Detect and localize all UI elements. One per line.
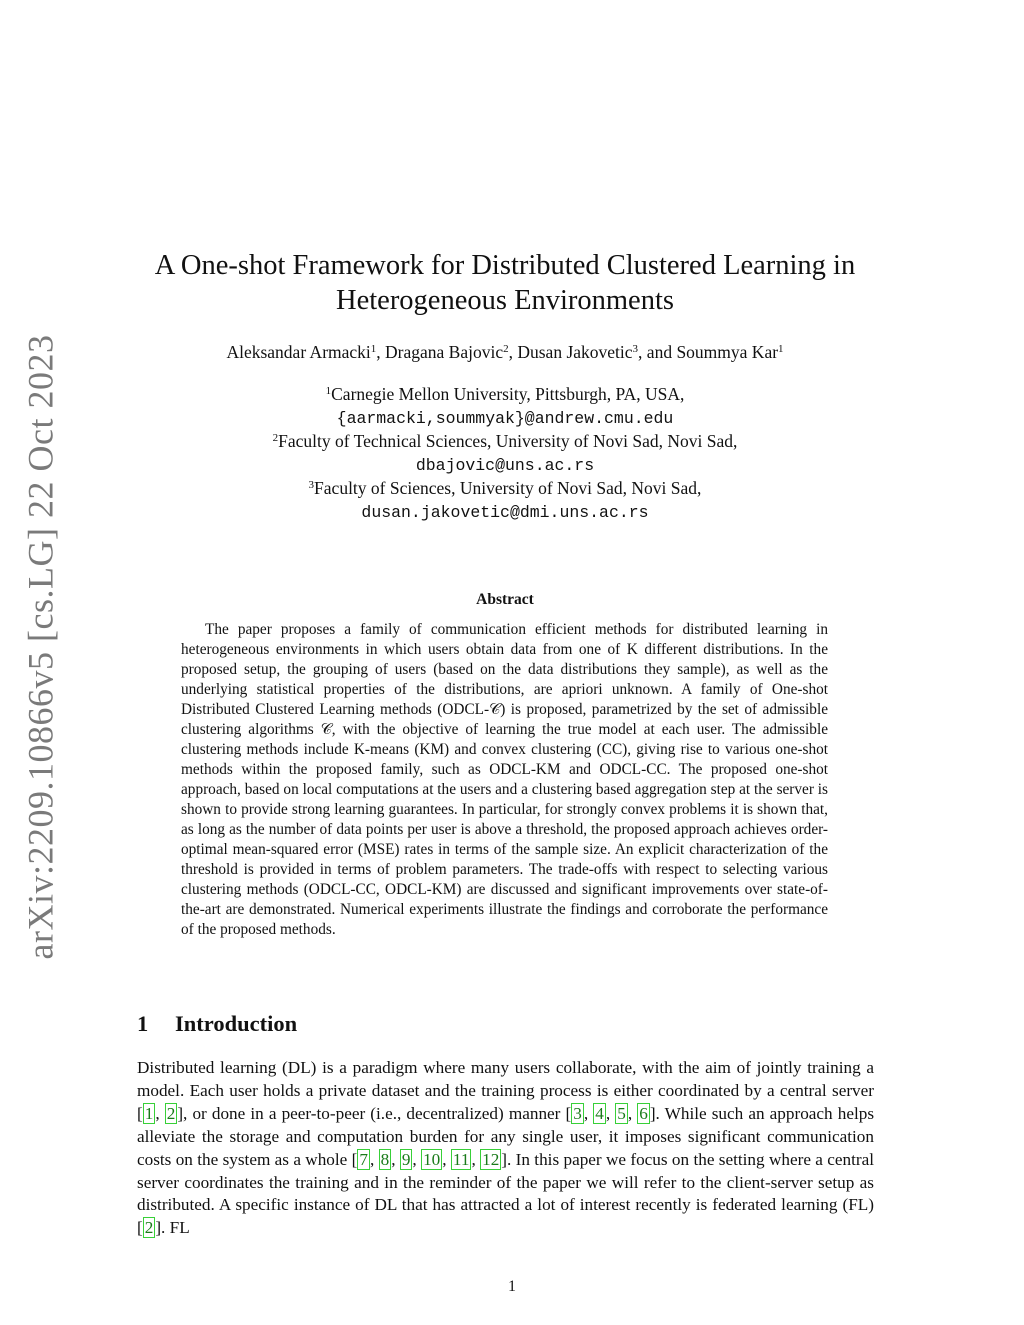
arxiv-stamp-text: arXiv:2209.10866v5 [cs.LG] 22 Oct 2023: [20, 334, 60, 960]
affiliation-email: dusan.jakovetic@dmi.uns.ac.rs: [361, 502, 649, 522]
intro-text: ,: [391, 1149, 400, 1169]
affiliation-name: Faculty of Sciences, University of Novi Sad, Novi Sad,: [314, 478, 702, 498]
author-name: Aleksandar Armacki: [226, 342, 371, 362]
citation-link[interactable]: 5: [617, 1103, 626, 1123]
citation-link[interactable]: 11: [452, 1149, 470, 1169]
intro-text: ]. While such an approach helps alleviate the storage and computation burden for any single user, it imposes significant communication costs on the system as a whole [: [137, 1103, 875, 1169]
author-affiliation-mark: 1: [778, 343, 784, 355]
citation-link[interactable]: 6: [639, 1103, 648, 1123]
intro-text: ,: [471, 1149, 481, 1169]
section-heading: [137, 1011, 297, 1037]
citation-link[interactable]: 1: [144, 1103, 154, 1123]
citation-link[interactable]: 2: [166, 1103, 176, 1123]
intro-text: ,: [369, 1149, 379, 1169]
citation-link[interactable]: 4: [595, 1103, 604, 1123]
intro-text: ], or done in a peer-to-peer (i.e., decentralized) manner [: [177, 1103, 572, 1123]
author-separator: , and: [638, 342, 677, 362]
intro-text: ,: [442, 1149, 451, 1169]
intro-text: ,: [155, 1103, 165, 1123]
author-name: Dusan Jakovetic: [517, 342, 633, 362]
intro-text: ,: [412, 1149, 422, 1169]
author-separator: ,: [508, 342, 518, 362]
citation-link[interactable]: 8: [380, 1149, 390, 1169]
author-name: Dragana Bajovic: [385, 342, 504, 362]
affiliation-line: [120, 383, 890, 407]
citation-link[interactable]: 10: [423, 1149, 441, 1169]
citation-link[interactable]: 2: [144, 1218, 154, 1238]
citation-link[interactable]: 3: [573, 1103, 582, 1123]
author-name: Soummya Kar: [676, 342, 779, 362]
abstract-text: The paper proposes a family of communication efficient methods for distributed learning in heterogeneous environments in which users obtain data from one of K different distributions. In the proposed setup, the grouping of users (based on the data distributions they sample), as well as the underlying statistical properties of the distributions, are apriori unknown. A family of One-shot Distributed Clustered Learning methods (ODCL-𝒞) is proposed, parametrized by the set of admissible clustering algorithms 𝒞, with the objective of learning the true model at each user. The admissible clustering methods include K-means (KM) and convex clustering (CC), giving rise to various one-shot methods within the proposed family, such as ODCL-KM and ODCL-CC. The proposed one-shot approach, based on local computations at the users and a clustering based aggregation step at the server is shown to provide strong learning guarantees. In particular, for strongly convex problems it is shown that, as long as the number of data points per user is above a threshold, the proposed approach achieves order-optimal mean-squared error (MSE) rates in terms of the sample size. An explicit characterization of the threshold is provided in terms of problem parameters. The trade-offs with respect to selecting various clustering methods (ODCL-CC, ODCL-KM) are discussed and significant improvements over state-of-the-art are demonstrated. Numerical experiments illustrate the findings and corroborate the performance of the proposed methods.: [181, 621, 828, 938]
intro-text: ]. In this paper we focus on the setting where a central server coordinates the training and in the reminder of the paper we will refer to the client-server setup as distributed. A specific instance of DL that has attracted a lot of interest recently is federated learning (FL) [: [137, 1149, 875, 1238]
author-affiliation-mark: 1: [370, 343, 377, 355]
section-number: 1: [137, 1011, 149, 1036]
intro-text: ]. FL: [155, 1218, 190, 1238]
affiliation-email: {aarmacki,soummyak}@andrew.cmu.edu: [336, 408, 674, 428]
affiliation-mark: 3: [308, 479, 315, 491]
intro-text: ,: [583, 1103, 594, 1123]
author-affiliation-mark: 3: [632, 343, 639, 355]
affiliation-mark: 1: [325, 385, 332, 397]
affiliation-email: dbajovic@uns.ac.rs: [415, 455, 595, 475]
intro-text: Distributed learning (DL) is a paradigm where many users collaborate, with the aim of jointly training a model. Each user holds a private dataset and the training process is either coordinated by a central server [: [137, 1058, 874, 1123]
section-title: Introduction: [175, 1011, 298, 1036]
affiliation-mark: 2: [272, 432, 279, 444]
intro-paragraph: [137, 1057, 874, 1240]
author-separator: ,: [376, 342, 386, 362]
author-affiliation-mark: 2: [503, 343, 509, 355]
author-list: [120, 342, 890, 363]
paper-title: A One-shot Framework for Distributed Clustered Learning in Heterogeneous Environments: [154, 250, 856, 316]
affiliation-line: [120, 430, 890, 454]
arxiv-stamp: [12, 334, 68, 960]
affiliation-name: Faculty of Technical Sciences, University of Novi Sad, Novi Sad,: [278, 431, 738, 451]
intro-text: ,: [627, 1103, 638, 1123]
citation-link[interactable]: 7: [359, 1149, 368, 1169]
page-number: 1: [508, 1278, 516, 1295]
affiliation-list: [120, 383, 890, 524]
affiliation-name: Carnegie Mellon University, Pittsburgh, PA, USA,: [331, 384, 685, 404]
affiliation-line: [120, 477, 890, 501]
citation-link[interactable]: 12: [482, 1149, 500, 1169]
abstract-heading: Abstract: [476, 591, 534, 608]
intro-text: ,: [605, 1103, 616, 1123]
citation-link[interactable]: 9: [401, 1149, 411, 1169]
